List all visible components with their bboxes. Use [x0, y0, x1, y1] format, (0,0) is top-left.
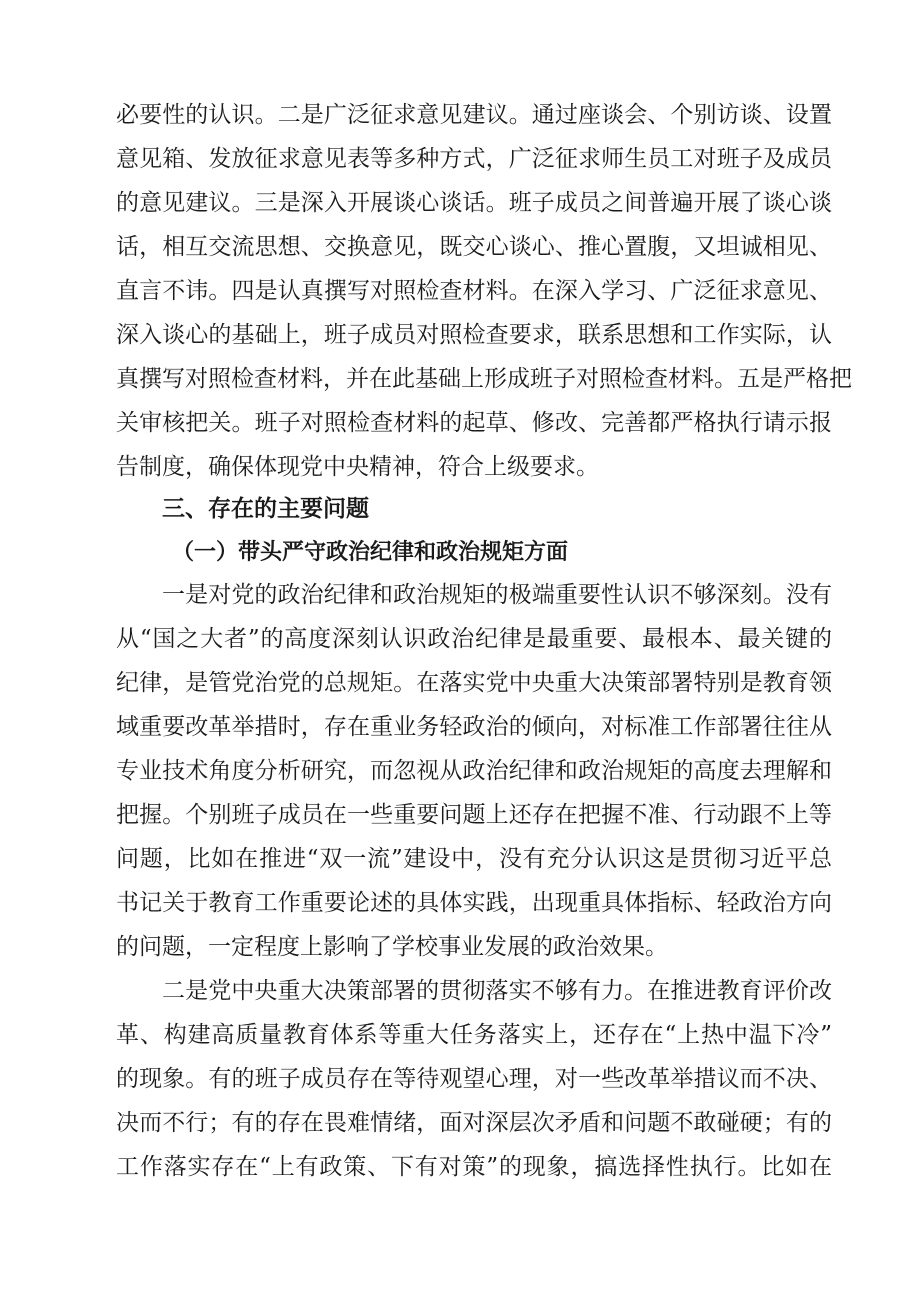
- paragraph-1-line-7: 真撰写对照检查材料，并在此基础上形成班子对照检查材料。五是严格把: [116, 366, 852, 392]
- paragraph-2-line-8: 书记关于教育工作重要论述的具体实践，出现重具体指标、轻政治方向: [116, 890, 832, 916]
- paragraph-1-line-6: 深入谈心的基础上，班子成员对照检查要求，联系思想和工作实际，认: [116, 322, 832, 348]
- paragraph-3-line-5: 工作落实存在“上有政策、下有对策”的现象，搞选择性执行。比如在: [116, 1154, 832, 1180]
- paragraph-2-line-1: 一是对党的政治纪律和政治规矩的极端重要性认识不够深刻。没有: [162, 582, 832, 608]
- paragraph-1-line-1: 必要性的认识。二是广泛征求意见建议。通过座谈会、个别访谈、设置: [116, 102, 832, 128]
- paragraph-2-line-6: 把握。个别班子成员在一些重要问题上还存在把握不准、行动跟不上等: [116, 802, 832, 828]
- paragraph-1-line-9: 告制度，确保体现党中央精神，符合上级要求。: [116, 454, 599, 480]
- section-heading: 三、存在的主要问题: [162, 496, 369, 522]
- paragraph-2-line-2: 从“国之大者”的高度深刻认识政治纪律是最重要、最根本、最关键的: [116, 626, 832, 652]
- paragraph-1-line-3: 的意见建议。三是深入开展谈心谈话。班子成员之间普遍开展了谈心谈: [116, 190, 832, 216]
- paragraph-1-line-2: 意见箱、发放征求意见表等多种方式，广泛征求师生员工对班子及成员: [116, 146, 832, 172]
- paragraph-2-line-4: 域重要改革举措时，存在重业务轻政治的倾向，对标准工作部署往往从: [116, 714, 832, 740]
- paragraph-3-line-2: 革、构建高质量教育体系等重大任务落实上，还存在“上热中温下冷”: [116, 1022, 832, 1048]
- paragraph-3-line-1: 二是党中央重大决策部署的贯彻落实不够有力。在推进教育评价改: [162, 978, 832, 1004]
- paragraph-1-line-5: 直言不讳。四是认真撰写对照检查材料。在深入学习、广泛征求意见、: [116, 278, 832, 304]
- paragraph-2-line-7: 问题，比如在推进“双一流”建设中，没有充分认识这是贯彻习近平总: [116, 846, 832, 872]
- paragraph-2-line-3: 纪律，是管党治党的总规矩。在落实党中央重大决策部署特别是教育领: [116, 670, 832, 696]
- paragraph-1-line-8: 关审核把关。班子对照检查材料的起草、修改、完善都严格执行请示报: [116, 410, 832, 436]
- paragraph-1-line-4: 话，相互交流思想、交换意见，既交心谈心、推心置腹，又坦诚相见、: [116, 234, 832, 260]
- paragraph-3-line-4: 决而不行；有的存在畏难情绪，面对深层次矛盾和问题不敢碰硬；有的: [116, 1110, 832, 1136]
- subsection-heading: （一）带头严守政治纪律和政治规矩方面: [172, 539, 569, 565]
- paragraph-2-line-9: 的问题，一定程度上影响了学校事业发展的政治效果。: [116, 934, 668, 960]
- paragraph-2-line-5: 专业技术角度分析研究，而忽视从政治纪律和政治规矩的高度去理解和: [116, 758, 832, 784]
- paragraph-3-line-3: 的现象。有的班子成员存在等待观望心理，对一些改革举措议而不决、: [116, 1066, 832, 1092]
